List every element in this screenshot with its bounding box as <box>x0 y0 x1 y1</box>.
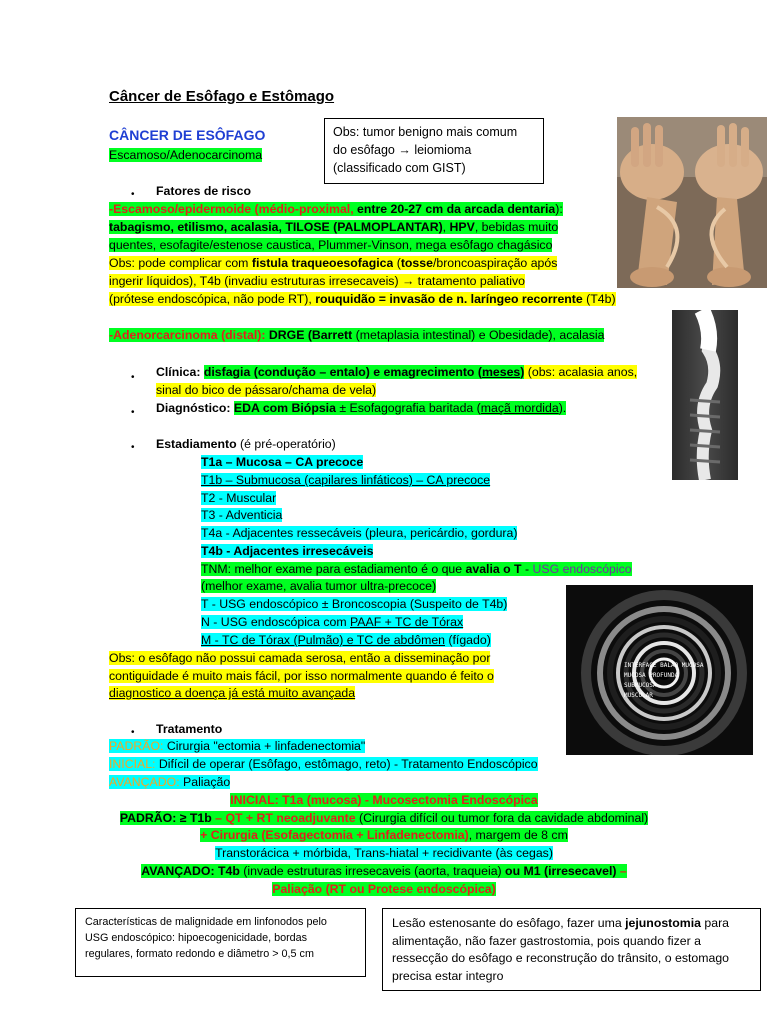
note-box-benign-tumor <box>324 118 544 184</box>
risk-line: (prótese endoscópica, não pode RT), <box>109 292 316 306</box>
box-line: regulares, formato redondo e diâmetro > 0,5 cm <box>85 948 314 960</box>
treat-avancado-label: AVANÇADO: <box>109 775 180 789</box>
note-box-line: leiomioma <box>410 143 472 157</box>
diagnostico-label: Diagnóstico: <box>156 401 234 415</box>
risk-line: fistula traqueoesofagica <box>251 256 394 270</box>
diagnostico-text: maçã mordida <box>480 401 559 415</box>
page-title: Câncer de Esôfago e Estômago <box>109 88 335 105</box>
box-line: Características de malignidade em linfonodos pelo <box>85 916 327 928</box>
us-label: SUBMUCOSA <box>624 682 657 689</box>
treat-inicial-text: Difícil de operar (Esôfago, estômago, reto) - Tratamento Endoscópico <box>155 757 538 771</box>
bullet-icon: • <box>131 727 135 738</box>
risk-line: (T4b) <box>582 292 616 306</box>
treat-inicial-label: INICIAL: <box>109 757 156 771</box>
box-line: Lesão estenosante do esôfago, fazer uma <box>392 916 626 930</box>
estadiamento-label: Estadiamento <box>156 437 237 451</box>
risk-line: DRGE (Barrett <box>268 328 353 342</box>
box-line: precisa estar integro <box>392 968 504 983</box>
xray-illustration <box>672 310 738 480</box>
treat-center-line: Transtorácica + mórbida, Trans-hiatal + recidivante (às cegas) <box>215 846 553 860</box>
stage-t1b: T1b – Submucosa (capilares linfáticos) – CA precoce <box>201 473 491 487</box>
risk-line: ): <box>555 202 563 216</box>
risk-label: Fatores de risco <box>156 184 251 198</box>
tnm-text: USG endoscópico <box>532 562 632 576</box>
treat-center-line: (invade estruturas irresecaveis (aorta, traqueia) <box>239 864 502 878</box>
box-line: USG endoscópico: hipoecogenicidade, bordas <box>85 932 308 944</box>
risk-line: -Escamoso/epidermoide (médio-proximal, <box>109 202 358 216</box>
clinica-text: sinal do bico de pássaro/chama de vela) <box>156 383 377 397</box>
box-line: para <box>700 916 729 930</box>
us-label: MUCOSA PROFUNDA <box>624 672 679 679</box>
treat-center-line: (Cirurgia difícil ou tumor fora da cavidade abdominal) <box>355 811 649 825</box>
risk-line: tosse <box>400 256 433 270</box>
stage-n-exam: N - USG endoscópica com <box>201 615 350 629</box>
diagnostico-text: ± Esofagografia baritada ( <box>335 401 481 415</box>
endoscopic-ultrasound-image <box>566 585 753 755</box>
subtypes-text: Escamoso/Adenocarcinoma <box>109 148 263 162</box>
tnm-text: avalia o T <box>465 562 522 576</box>
hands-feet-illustration <box>617 117 767 288</box>
stage-t-exam: T - USG endoscópico ± Broncoscopia (Suspeito de T4b) <box>201 597 508 611</box>
note-box-line: do esôfago <box>333 143 399 157</box>
risk-line: entre 20-27 cm da arcada dentaria <box>357 202 556 216</box>
risk-line: , bebidas muito <box>474 220 559 234</box>
risk-line: HPV <box>449 220 475 234</box>
clinica-text: meses <box>481 365 521 379</box>
tnm-text: TNM: melhor exame para estadiamento é o que <box>201 562 466 576</box>
ultrasound-rings-illustration <box>566 585 753 755</box>
risk-line: , <box>442 220 450 234</box>
risk-line: tabagismo, etilismo, acalasia, TILOSE (PALMOPLANTAR) <box>109 220 443 234</box>
treat-center-line: , margem de 8 cm <box>468 828 568 842</box>
stage-t1a: T1a – Mucosa – CA precoce <box>201 455 364 469</box>
us-label: MUSCULAR <box>624 692 653 699</box>
treat-center-line: INICIAL: T1a (mucosa) - Mucosectomia Endoscópica <box>230 793 538 807</box>
diagnostico-text: EDA com Biópsia <box>233 401 336 415</box>
tnm-text: (melhor exame, avalia tumor ultra-precoce) <box>201 579 437 593</box>
serosa-note: diagnostico a doença já está muito avançada <box>109 686 356 700</box>
stage-t4a: T4a - Adjacentes ressecáveis (pleura, pericárdio, gordura) <box>201 526 518 540</box>
risk-line: ingerir líquidos), T4b (invadiu estruturas irresecaveis) → tratamento paliativo <box>109 274 525 288</box>
stage-t2: T2 - Muscular <box>201 491 277 505</box>
treat-center-line: – <box>616 864 627 878</box>
clinica-text: ) <box>520 365 525 379</box>
note-box-line: Obs: tumor benigno mais comum <box>333 125 518 139</box>
risk-line: Obs: pode complicar com <box>109 256 252 270</box>
bullet-icon: • <box>131 372 135 383</box>
risk-line: (metaplasia intestinal) e Obesidade), acalasia <box>352 328 605 342</box>
stage-t3: T3 - Adventicia <box>201 508 283 522</box>
treat-center-line: ou M1 (irresecavel) <box>501 864 617 878</box>
bullet-icon: • <box>131 189 135 200</box>
tratamento-label: Tratamento <box>156 722 223 736</box>
serosa-note: contiguidade é muito mais fácil, por isso normalmente quando é feito o <box>109 669 494 683</box>
box-line: alimentação, não fazer gastrostomia, pois quando fizer a <box>392 933 701 948</box>
treat-padrao-label: PADRÃO: <box>109 739 164 753</box>
diagnostico-text: ). <box>558 401 567 415</box>
risk-line: quentes, esofagite/estenose caustica, Plummer-Vinson, mega esôfago chagásico <box>109 238 553 252</box>
treat-center-line: – QT + RT neoadjuvante <box>211 811 356 825</box>
risk-line: -Adenorcarcinoma (distal): <box>109 328 269 342</box>
treat-padrao-text: Cirurgia "ectomia + linfadenectomia" <box>163 739 366 753</box>
risk-line: ( <box>393 256 401 270</box>
stage-n-exam: PAAF + TC de Tórax <box>350 615 464 629</box>
treat-center-line: + Cirurgia (Esofagectomia + Linfadenectomia) <box>200 828 469 842</box>
treat-avancado-text: Paliação <box>179 775 231 789</box>
us-label: INTERFACE BALAO MUCOSA <box>624 662 704 669</box>
treat-center-line: PADRÃO: ≥ T1b <box>119 811 212 825</box>
jejunostomy-note-box <box>382 908 761 991</box>
clinica-label: Clínica: <box>156 365 204 379</box>
risk-line: rouquidão = invasão de n. laríngeo recorrente <box>315 292 583 306</box>
stage-m-exam: M - TC de Tórax (Pulmão) e TC de abdômen <box>201 633 445 647</box>
lymph-node-criteria-box <box>75 908 366 977</box>
stage-m-exam: (fígado) <box>445 633 491 647</box>
risk-line: /broncoaspiração após <box>432 256 558 270</box>
treat-center-line: AVANÇADO: T4b <box>141 864 240 878</box>
estadiamento-sub: (é pré-operatório) <box>236 437 336 451</box>
clinica-text: (obs: acalasia anos, <box>524 365 638 379</box>
bullet-icon: • <box>131 442 135 453</box>
box-line: jejunostomia <box>625 916 701 930</box>
esophagogram-xray <box>672 310 738 480</box>
box-line: ressecção do esôfago e reconstrução do trânsito, o estomago <box>392 951 729 965</box>
tnm-text: - <box>521 562 533 576</box>
bullet-icon: • <box>131 407 135 418</box>
treat-center-line: Paliação (RT ou Protese endoscópica) <box>272 882 496 896</box>
clinica-text: disfagia (condução – entalo) e emagrecimento ( <box>203 365 482 379</box>
section-heading: CÂNCER DE ESÔFAGO <box>109 127 266 143</box>
arrow-icon: → <box>398 143 411 157</box>
serosa-note: Obs: o esôfago não possui camada serosa, então a disseminação por <box>109 651 491 665</box>
stage-t4b: T4b - Adjacentes irresecáveis <box>201 544 374 558</box>
tilosis-photo <box>617 117 767 288</box>
note-box-line: (classificado com GIST) <box>333 161 466 175</box>
